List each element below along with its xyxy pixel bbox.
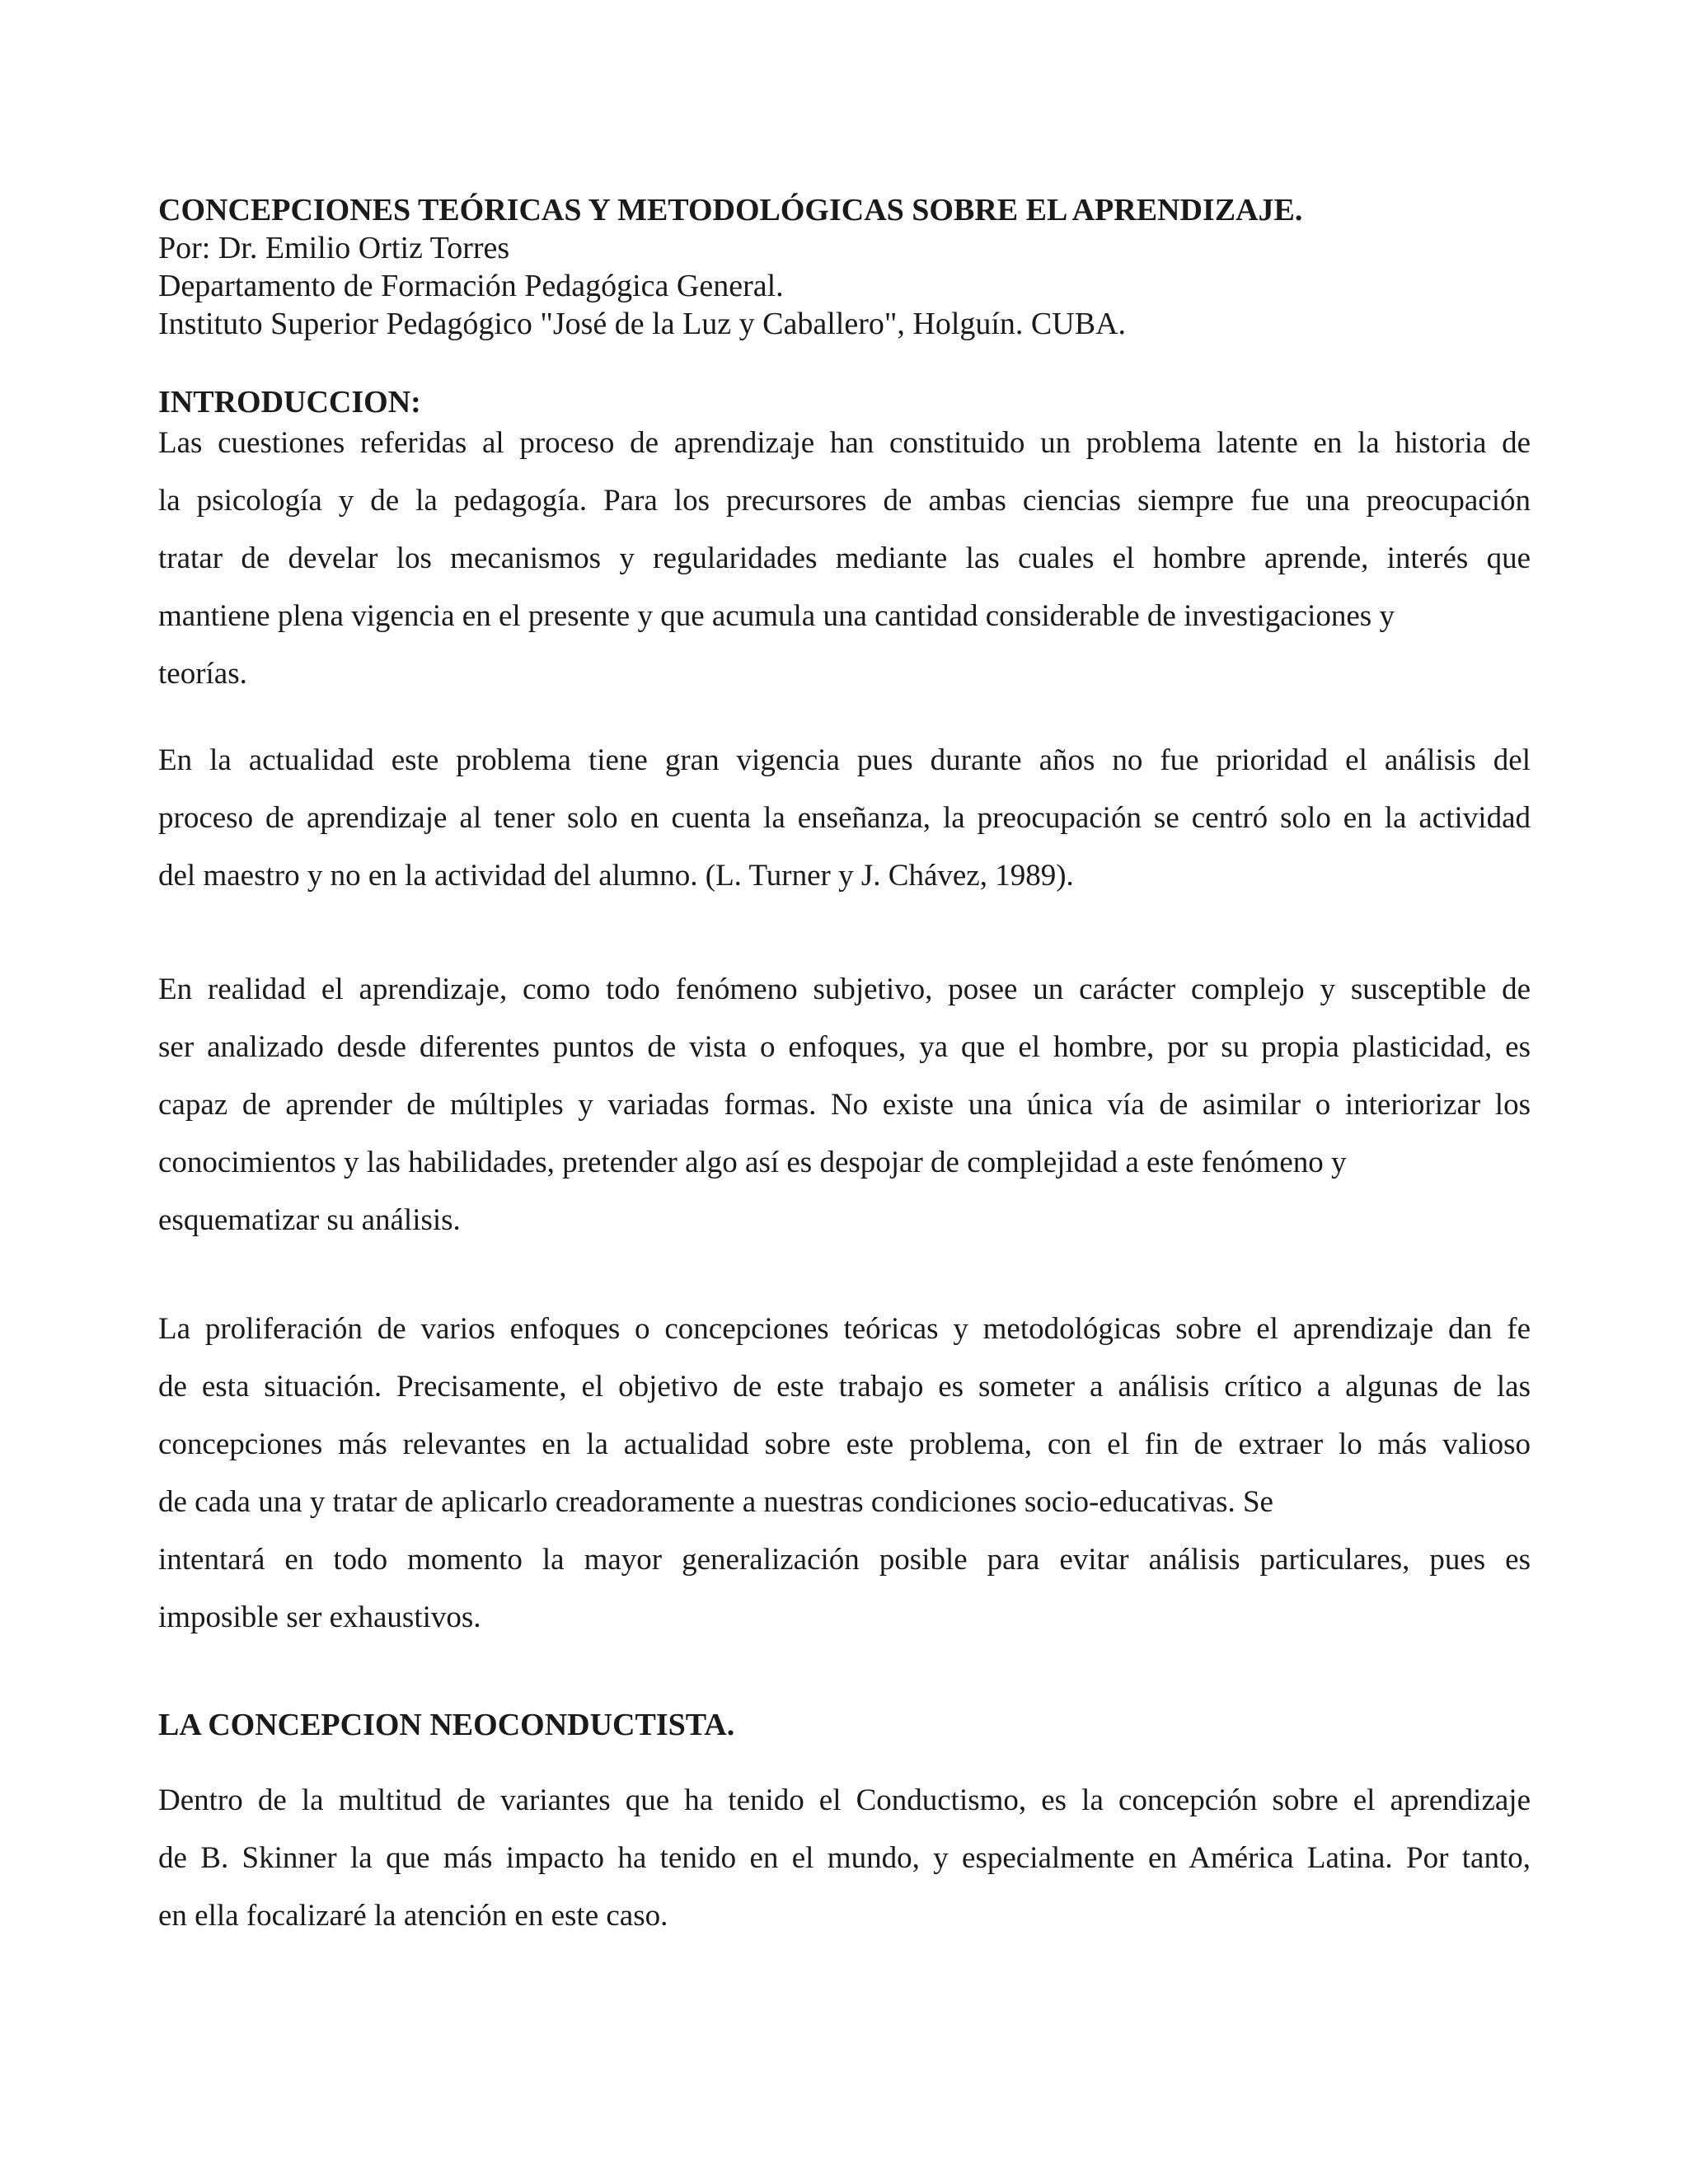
paragraph-3 — [158, 961, 1531, 1249]
paragraph-line: En la actualidad este problema tiene gran vigencia pues durante años no fue prioridad el análisis del — [158, 743, 1531, 777]
paragraph-line: proceso de aprendizaje al tener solo en cuenta la enseñanza, la preocupación se centró solo en la actividad — [158, 801, 1531, 835]
section-heading: LA CONCEPCION NEOCONDUCTISTA. — [158, 1708, 735, 1742]
paragraph-line: capaz de aprender de múltiples y variadas formas. No existe una única vía de asimilar o interiorizar los — [158, 1088, 1531, 1122]
document-header — [158, 191, 1531, 343]
paragraph-line: En realidad el aprendizaje, como todo fenómeno subjetivo, posee un carácter complejo y susceptible de — [158, 972, 1531, 1006]
institution-line: Instituto Superior Pedagógico "José de la Luz y Caballero", Holguín. CUBA. — [158, 307, 1127, 341]
document-title: CONCEPCIONES TEÓRICAS Y METODOLÓGICAS SOBRE EL APRENDIZAJE. — [158, 193, 1303, 227]
paragraph-1 — [158, 415, 1531, 703]
paragraph-line: Dentro de la multitud de variantes que ha tenido el Conductismo, es la concepción sobre el aprendizaje — [158, 1783, 1531, 1817]
paragraph-line: mantiene plena vigencia en el presente y que acumula una cantidad considerable de investigaciones y — [158, 599, 1395, 633]
paragraph-line: intentará en todo momento la mayor generalización posible para evitar análisis particulares, pues es — [158, 1543, 1531, 1577]
paragraph-2 — [158, 732, 1531, 905]
department-line: Departamento de Formación Pedagógica General. — [158, 269, 784, 303]
section-paragraph — [158, 1772, 1531, 1945]
paragraph-line: del maestro y no en la actividad del alumno. (L. Turner y J. Chávez, 1989). — [158, 859, 1074, 893]
paragraph-line: en ella focalizaré la atención en este caso. — [158, 1899, 668, 1933]
paragraph-line: esquematizar su análisis. — [158, 1203, 461, 1237]
introduction-section — [158, 383, 1531, 703]
paragraph-line: de cada una y tratar de aplicarlo creadoramente a nuestras condiciones socio-educativas. Se — [158, 1485, 1273, 1519]
paragraph-line: la psicología y de la pedagogía. Para los precursores de ambas ciencias siempre fue una preocupación — [158, 484, 1531, 518]
paragraph-line: imposible ser exhaustivos. — [158, 1601, 481, 1634]
paragraph-line: ser analizado desde diferentes puntos de vista o enfoques, ya que el hombre, por su propia plasticidad, es — [158, 1030, 1531, 1064]
author-line: Por: Dr. Emilio Ortiz Torres — [158, 231, 510, 265]
paragraph-line: tratar de develar los mecanismos y regularidades mediante las cuales el hombre aprende, interés que — [158, 541, 1531, 575]
paragraph-line: concepciones más relevantes en la actualidad sobre este problema, con el fin de extraer lo más valioso — [158, 1427, 1531, 1461]
paragraph-line: Las cuestiones referidas al proceso de aprendizaje han constituido un problema latente en la historia de — [158, 426, 1531, 460]
paragraph-4 — [158, 1301, 1531, 1647]
intro-heading: INTRODUCCION: — [158, 385, 421, 419]
paragraph-line: de B. Skinner la que más impacto ha tenido en el mundo, y especialmente en América Latina. Por tanto, — [158, 1841, 1531, 1875]
paragraph-line: La proliferación de varios enfoques o concepciones teóricas y metodológicas sobre el aprendizaje dan fe — [158, 1312, 1531, 1346]
paragraph-line: teorías. — [158, 657, 247, 691]
neoconductista-section — [158, 1706, 1531, 1744]
paragraph-line: conocimientos y las habilidades, pretender algo así es despojar de complejidad a este fenómeno y — [158, 1146, 1347, 1179]
paragraph-line: de esta situación. Precisamente, el objetivo de este trabajo es someter a análisis crítico a algunas de las — [158, 1370, 1531, 1404]
